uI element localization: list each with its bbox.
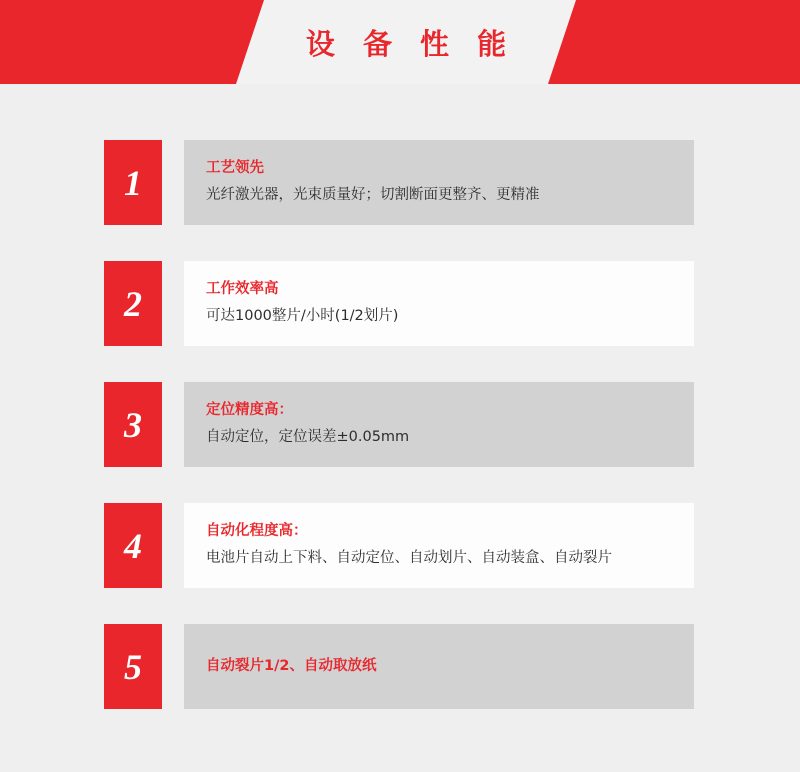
item-number-badge: 1	[104, 140, 162, 225]
item-number-badge: 5	[104, 624, 162, 709]
item-text-panel	[184, 503, 694, 588]
list-item	[104, 624, 694, 709]
item-title: 工艺领先	[206, 160, 264, 177]
item-number-badge: 2	[104, 261, 162, 346]
item-description: 可达1000整片/小时(1/2划片)	[206, 308, 399, 324]
feature-list	[0, 84, 800, 772]
item-text-panel	[184, 382, 694, 467]
item-title: 定位精度高：	[206, 402, 293, 419]
item-title: 自动裂片1/2、自动取放纸	[206, 657, 377, 674]
list-item	[104, 140, 694, 225]
item-description: 自动定位，定位误差±0.05mm	[206, 429, 410, 445]
item-text-panel	[184, 261, 694, 346]
item-title: 自动化程度高：	[206, 523, 308, 540]
item-text-panel	[184, 140, 694, 225]
list-item	[104, 382, 694, 467]
item-number-badge: 4	[104, 503, 162, 588]
item-description: 电池片自动上下料、自动定位、自动划片、自动装盒、自动裂片	[206, 550, 612, 566]
list-item	[104, 261, 694, 346]
page-title: 设 备 性 能	[305, 26, 516, 61]
item-number-badge: 3	[104, 382, 162, 467]
list-item	[104, 503, 694, 588]
item-text-panel	[184, 624, 694, 709]
page-banner	[0, 0, 800, 84]
item-title: 工作效率高	[206, 281, 279, 298]
item-description: 光纤激光器，光束质量好；切割断面更整齐、更精准	[206, 187, 540, 203]
